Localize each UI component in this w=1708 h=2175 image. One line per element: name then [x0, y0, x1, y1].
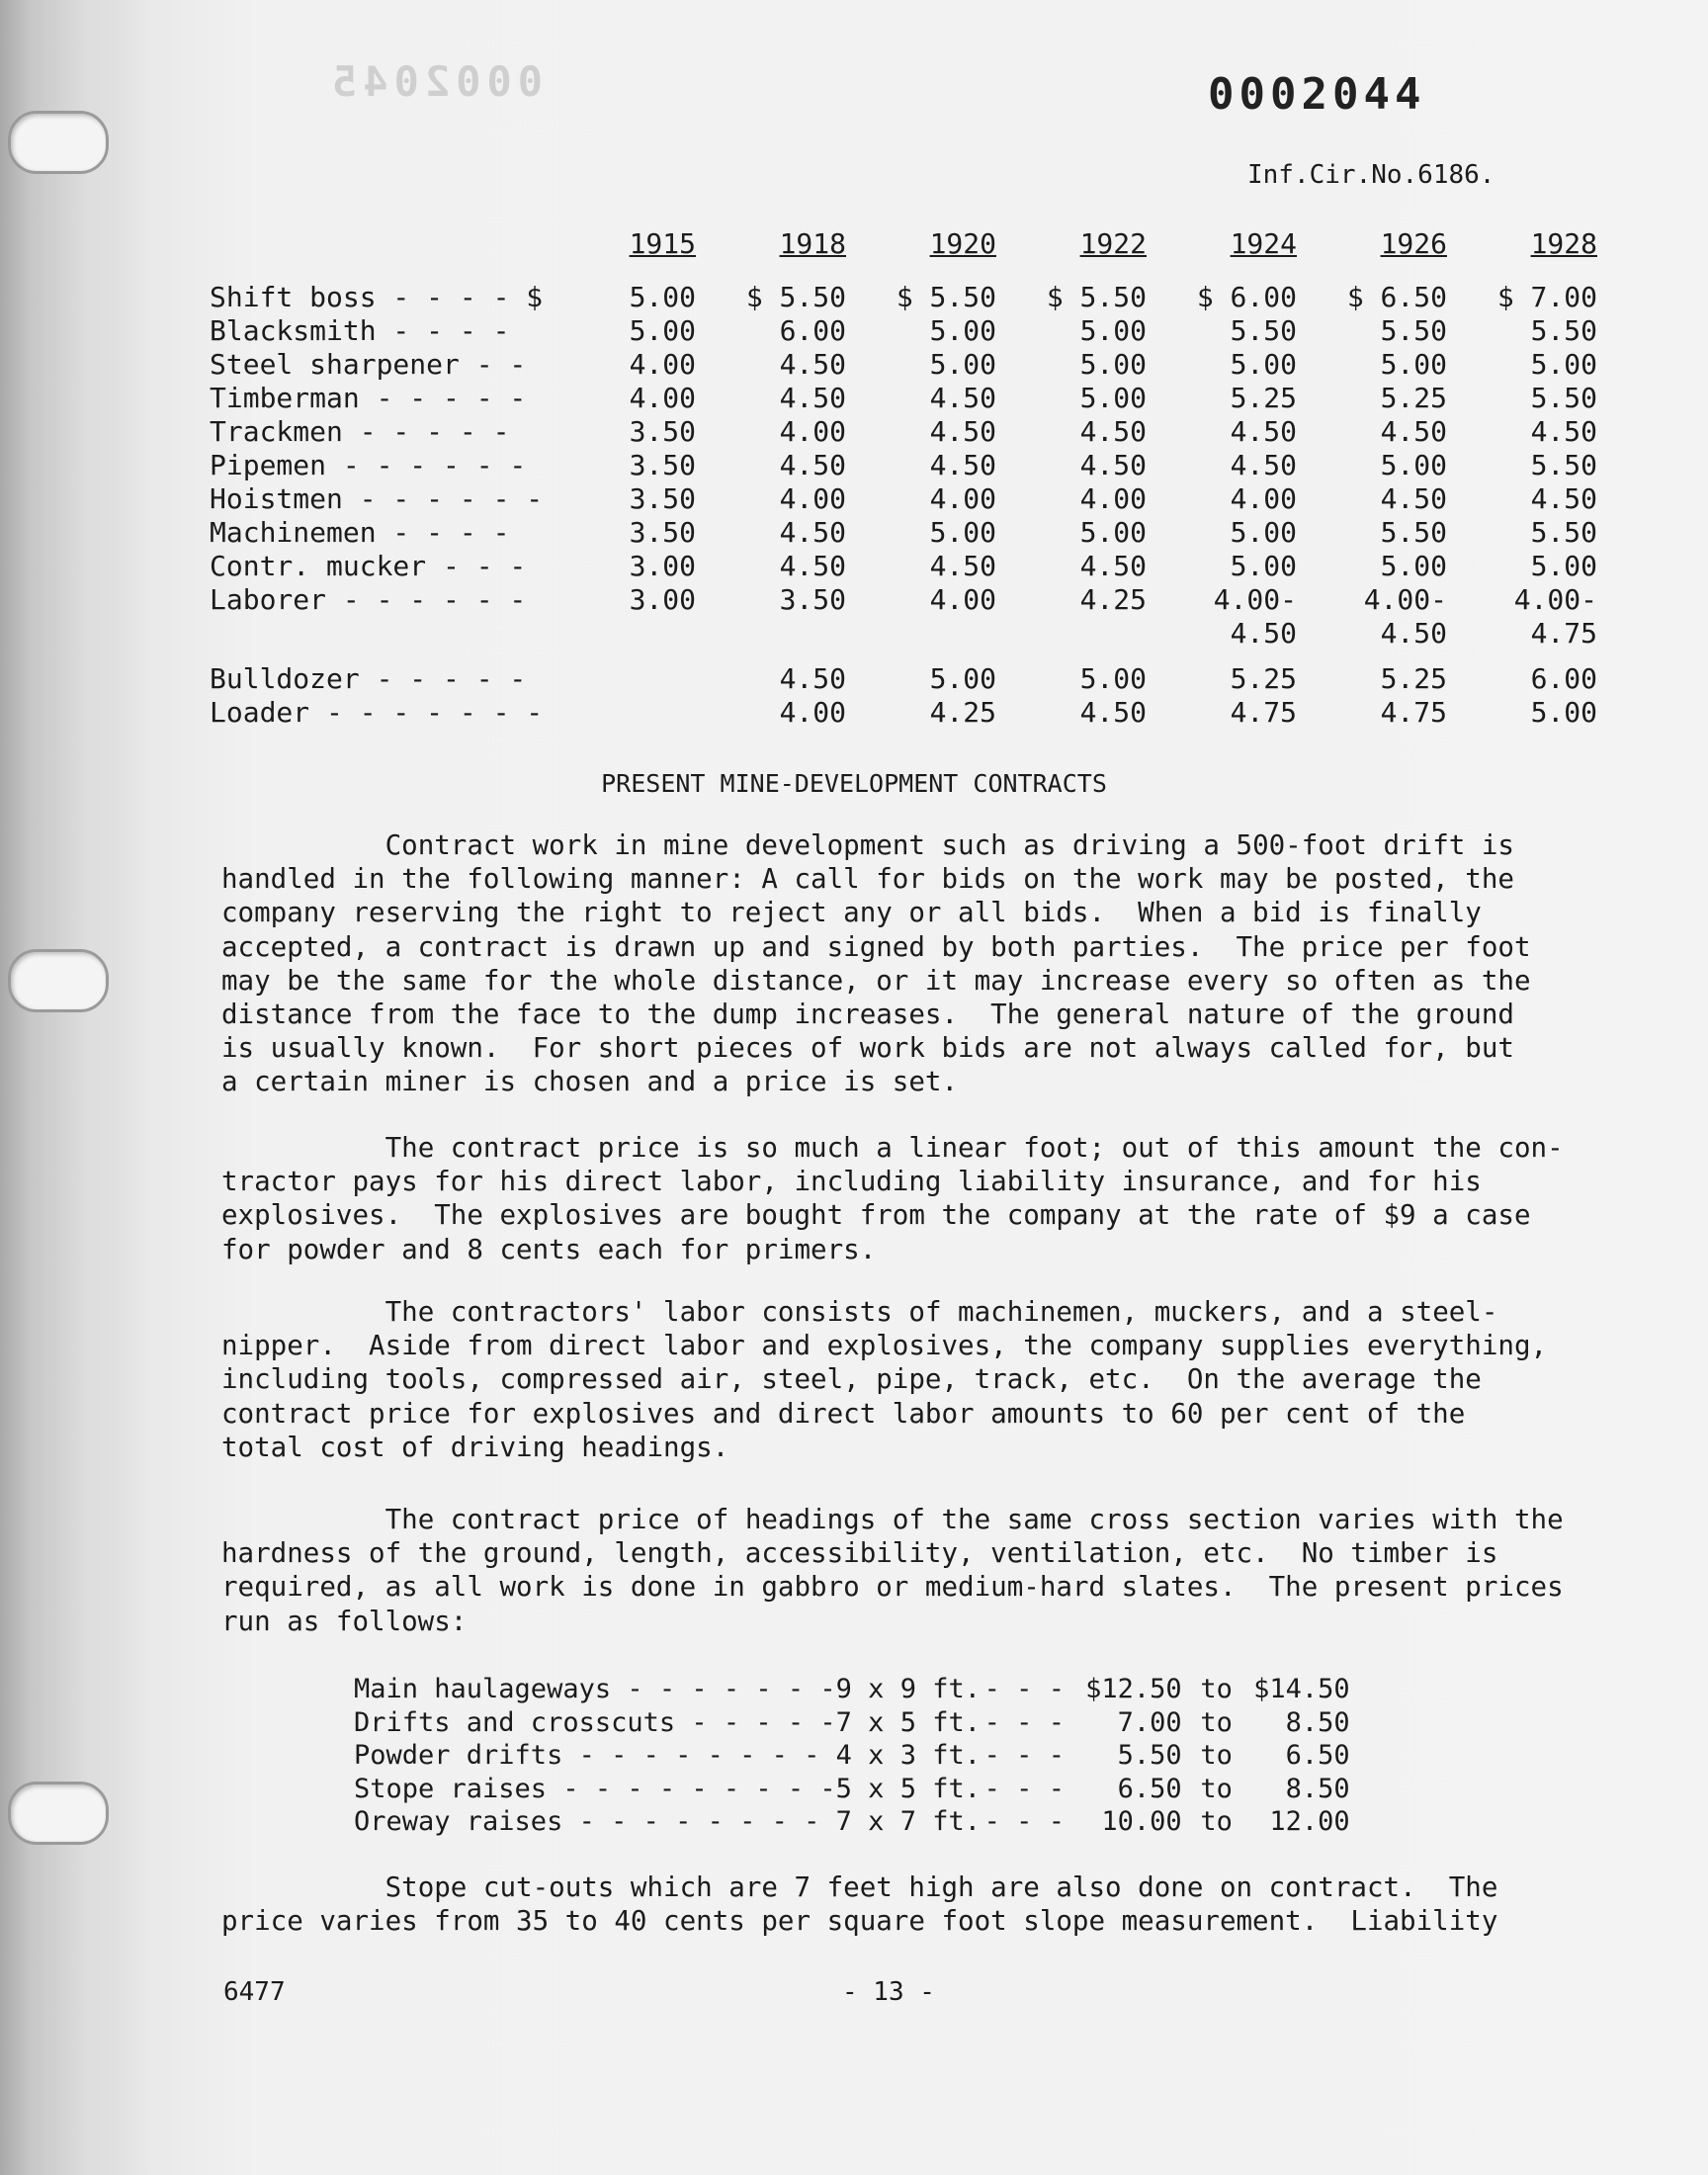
wage-value: 4.00 [629, 382, 696, 414]
wage-value: 4.25 [929, 696, 996, 729]
wage-value [546, 617, 696, 651]
wage-value: $ 5.50 [745, 281, 846, 313]
year-header-1922: 1922 [1079, 226, 1147, 260]
wage-value: 3.50 [629, 415, 696, 448]
cross-section: 5 x 5 ft. [835, 1773, 981, 1804]
wage-value: $ 6.50 [1346, 281, 1447, 313]
price-to: to [1200, 1740, 1233, 1771]
wage-value: 4.25 [1079, 583, 1147, 616]
wage-value: 5.50 [1530, 314, 1597, 347]
price-high: $14.50 [1253, 1674, 1350, 1704]
wage-value: $ 5.50 [896, 281, 996, 313]
occupation-label: Bulldozer - - - - - [210, 662, 527, 695]
wage-value: 5.50 [1230, 314, 1297, 347]
wage-value: 5.00 [629, 314, 696, 347]
wage-value: 4.50 [1380, 617, 1447, 650]
occupation-label [210, 617, 546, 651]
wage-value: 4.50 [929, 449, 996, 481]
wage-value: 5.00 [1380, 449, 1447, 481]
price-to: to [1200, 1674, 1233, 1704]
wage-value: 4.50 [1230, 617, 1297, 650]
wage-value: 3.50 [629, 516, 696, 549]
wage-value: 4.50 [779, 550, 846, 582]
wage-value: 4.50 [1079, 449, 1147, 481]
footer-code: 6477 [223, 1977, 286, 2007]
wage-value: 5.00 [1380, 550, 1447, 582]
price-low: 6.50 [1117, 1773, 1182, 1804]
wage-value: 5.00 [929, 516, 996, 549]
wage-row [210, 662, 1597, 696]
year-header-row [210, 225, 1597, 281]
price-low: $12.50 [1085, 1674, 1182, 1704]
cross-section: 7 x 7 ft. [835, 1806, 981, 1837]
heading-type: Oreway raises - - - - - - - - [354, 1806, 820, 1837]
year-header-1915: 1915 [629, 226, 696, 260]
wage-value: $ 5.50 [1046, 281, 1147, 313]
wage-value: 5.00 [1530, 348, 1597, 381]
row-label-header [210, 225, 546, 281]
wage-value: 3.50 [629, 482, 696, 515]
wage-value: 4.50 [1530, 415, 1597, 448]
price-row [354, 1773, 1350, 1806]
occupation-label: Shift boss - - - - $ [210, 281, 544, 313]
wage-value: 5.00 [1230, 550, 1297, 582]
price-row [354, 1739, 1350, 1773]
wage-row [210, 482, 1597, 516]
wage-value: 4.50 [1380, 482, 1447, 515]
binder-ring-middle [8, 949, 109, 1012]
wage-row [210, 583, 1597, 617]
year-header-1928: 1928 [1530, 226, 1597, 260]
binder-ring-top [8, 111, 109, 174]
heading-prices-table [354, 1673, 1350, 1839]
wage-value: 5.00 [929, 662, 996, 695]
section-heading: PRESENT MINE-DEVELOPMENT CONTRACTS [601, 769, 1107, 798]
wage-value: 6.00 [779, 314, 846, 347]
wage-value: 5.25 [1230, 382, 1297, 414]
wage-value: 4.50 [929, 415, 996, 448]
wage-row [210, 382, 1597, 415]
price-high: 6.50 [1285, 1740, 1350, 1771]
wage-value: 4.00 [929, 482, 996, 515]
occupation-label: Blacksmith - - - - [210, 314, 510, 347]
wage-value: 5.25 [1380, 662, 1447, 695]
wage-value: 4.50 [1079, 550, 1147, 582]
wage-value: 4.00 [779, 696, 846, 729]
wage-value: 4.50 [1530, 482, 1597, 515]
wage-value [846, 617, 996, 651]
leader-dashes: - - - [983, 1806, 1065, 1837]
price-to: to [1200, 1706, 1233, 1738]
paragraph-contractors-labor: The contractors' labor consists of machinemen, muckers, and a steel- nipper. Aside from direct labor and explosives, the company supplies everything, including tools, compressed air, steel, pipe, track, etc. On the average the contract price for explosives and direct labor amounts to 60 per cent of the total cost of driving headings. [221, 1296, 1548, 1463]
occupation-label: Hoistmen - - - - - - [210, 482, 544, 515]
price-row [354, 1673, 1350, 1706]
wage-rates-table [210, 225, 1597, 730]
wage-value: 5.50 [1380, 314, 1447, 347]
leader-dashes: - - - [983, 1674, 1065, 1704]
wage-value: 5.00 [1079, 662, 1147, 695]
year-header-1918: 1918 [779, 226, 846, 260]
wage-value: 3.00 [629, 583, 696, 616]
document-number-stamp: 0002044 [1208, 69, 1426, 120]
wage-row [210, 617, 1597, 651]
wage-row [210, 449, 1597, 482]
wage-value: 5.00 [929, 314, 996, 347]
wage-value: 5.50 [1380, 516, 1447, 549]
wage-value: 4.50 [779, 449, 846, 481]
wage-value: 4.00 [1230, 482, 1297, 515]
cross-section: 4 x 3 ft. [835, 1740, 981, 1771]
paragraph-contract-work: Contract work in mine development such as driving a 500-foot drift is handled in the following manner: A call for bids on the work may be posted, the company reserving the right to reject any or all bids. When a bid is finally accepted, a contract is drawn up and signed by both parties. The price per foot may be the same for the whole distance, or it may increase every so often as the distance from the face to the dump increases. The general nature of the ground is usually known. For short pieces of work bids are not always called for, but a certain miner is chosen and a price is set. [221, 829, 1531, 1098]
occupation-label: Loader - - - - - - - [210, 696, 544, 729]
wage-value: 4.00 [779, 482, 846, 515]
heading-type: Powder drifts - - - - - - - - [354, 1740, 820, 1771]
price-row [354, 1706, 1350, 1740]
wage-value: 4.50 [779, 382, 846, 414]
binder-ring-bottom [8, 1782, 109, 1845]
wage-value [696, 617, 846, 651]
circular-reference: Inf.Cir.No.6186. [1247, 160, 1495, 190]
heading-type: Main haulageways - - - - - - - [354, 1674, 836, 1704]
price-to: to [1200, 1806, 1233, 1837]
cross-section: 7 x 5 ft. [835, 1706, 981, 1738]
wage-value: 4.50 [929, 382, 996, 414]
occupation-label: Machinemen - - - - [210, 516, 510, 549]
wage-value: 5.00 [1079, 382, 1147, 414]
wage-value [996, 617, 1147, 651]
price-low: 7.00 [1117, 1706, 1182, 1738]
price-to: to [1200, 1773, 1233, 1804]
binder-strip [0, 0, 148, 2175]
row-spacer [210, 651, 1597, 662]
spacer-cell [210, 651, 1597, 662]
wage-value: 5.00 [1230, 348, 1297, 381]
wage-value: 4.50 [1079, 415, 1147, 448]
wage-row [210, 516, 1597, 550]
year-header-1924: 1924 [1230, 226, 1297, 260]
wage-row [210, 314, 1597, 348]
wage-value [546, 696, 696, 730]
wage-value: 4.00 [629, 348, 696, 381]
wage-value: 4.75 [1380, 696, 1447, 729]
wage-value: $ 6.00 [1196, 281, 1297, 313]
wage-row [210, 348, 1597, 382]
occupation-label: Pipemen - - - - - - [210, 449, 527, 481]
wage-value: 5.50 [1530, 449, 1597, 481]
occupation-label: Laborer - - - - - - [210, 583, 527, 616]
leader-dashes: - - - [983, 1773, 1065, 1804]
wage-value: 4.50 [1079, 696, 1147, 729]
wage-value: 5.00 [1079, 314, 1147, 347]
year-header-1920: 1920 [929, 226, 996, 260]
heading-type: Drifts and crosscuts - - - - - [354, 1706, 836, 1738]
wage-value: 4.75 [1230, 696, 1297, 729]
wage-value [546, 662, 696, 696]
wage-value: 5.00 [929, 348, 996, 381]
leader-dashes: - - - [983, 1706, 1065, 1738]
wage-value: 4.50 [929, 550, 996, 582]
wage-value: 3.50 [629, 449, 696, 481]
occupation-label: Timberman - - - - - [210, 382, 527, 414]
wage-value: 3.50 [779, 583, 846, 616]
wage-value: 4.50 [1230, 449, 1297, 481]
price-row [354, 1805, 1350, 1839]
wage-value: 5.50 [1530, 516, 1597, 549]
occupation-label: Contr. mucker - - - [210, 550, 527, 582]
wage-value: $ 7.00 [1496, 281, 1597, 313]
cross-section: 9 x 9 ft. [835, 1674, 981, 1704]
price-high: 12.00 [1269, 1806, 1350, 1837]
wage-value: 5.25 [1230, 662, 1297, 695]
wage-value: 5.00 [1230, 516, 1297, 549]
wage-value: 4.00- [1213, 583, 1297, 616]
occupation-label: Trackmen - - - - - [210, 415, 510, 448]
wage-value: 4.50 [1230, 415, 1297, 448]
wage-value: 4.75 [1530, 617, 1597, 650]
price-low: 5.50 [1117, 1740, 1182, 1771]
wage-value: 5.25 [1380, 382, 1447, 414]
paragraph-stope-cutouts: Stope cut-outs which are 7 feet high are also done on contract. The price varies from 35 to 40 cents per square foot slope measurement. Liability [221, 1871, 1498, 1938]
wage-value: 4.50 [1380, 415, 1447, 448]
wage-row [210, 550, 1597, 583]
wage-value: 4.00 [779, 415, 846, 448]
wage-value: 4.00- [1363, 583, 1447, 616]
wage-value: 5.00 [1079, 348, 1147, 381]
wage-value: 5.00 [629, 281, 696, 313]
wage-value: 5.00 [1530, 550, 1597, 582]
price-high: 8.50 [1285, 1706, 1350, 1738]
wage-value: 4.50 [779, 662, 846, 695]
paragraph-headings-price: The contract price of headings of the same cross section varies with the hardness of the ground, length, accessibility, ventilation, etc. No timber is required, as all work is done in gabbro or medium-hard slates. The present prices run as follows: [221, 1504, 1564, 1637]
occupation-label: Steel sharpener - - [210, 348, 527, 381]
mirrored-bleedthrough-number: 0002045 [326, 57, 544, 106]
wage-row [210, 281, 1597, 314]
wage-value: 4.00- [1513, 583, 1597, 616]
leader-dashes: - - - [983, 1740, 1065, 1771]
page-number: - 13 - [842, 1977, 935, 2007]
price-low: 10.00 [1101, 1806, 1182, 1837]
wage-row [210, 415, 1597, 449]
wage-value: 5.00 [1079, 516, 1147, 549]
paragraph-contract-price: The contract price is so much a linear foot; out of this amount the con- tractor pays for his direct labor, including liability insurance, and for his explosives. The explosives are bought from the company at the rate of $9 a case for powder and 8 cents each for primers. [221, 1132, 1564, 1265]
wage-value: 5.00 [1530, 696, 1597, 729]
wage-value: 3.00 [629, 550, 696, 582]
heading-type: Stope raises - - - - - - - - - [354, 1773, 836, 1804]
wage-row [210, 696, 1597, 730]
wage-value: 6.00 [1530, 662, 1597, 695]
wage-value: 4.00 [1079, 482, 1147, 515]
price-high: 8.50 [1285, 1773, 1350, 1804]
wage-value: 4.50 [779, 348, 846, 381]
wage-value: 5.00 [1380, 348, 1447, 381]
wage-value: 4.00 [929, 583, 996, 616]
year-header-1926: 1926 [1380, 226, 1447, 260]
wage-value: 4.50 [779, 516, 846, 549]
wage-value: 5.50 [1530, 382, 1597, 414]
